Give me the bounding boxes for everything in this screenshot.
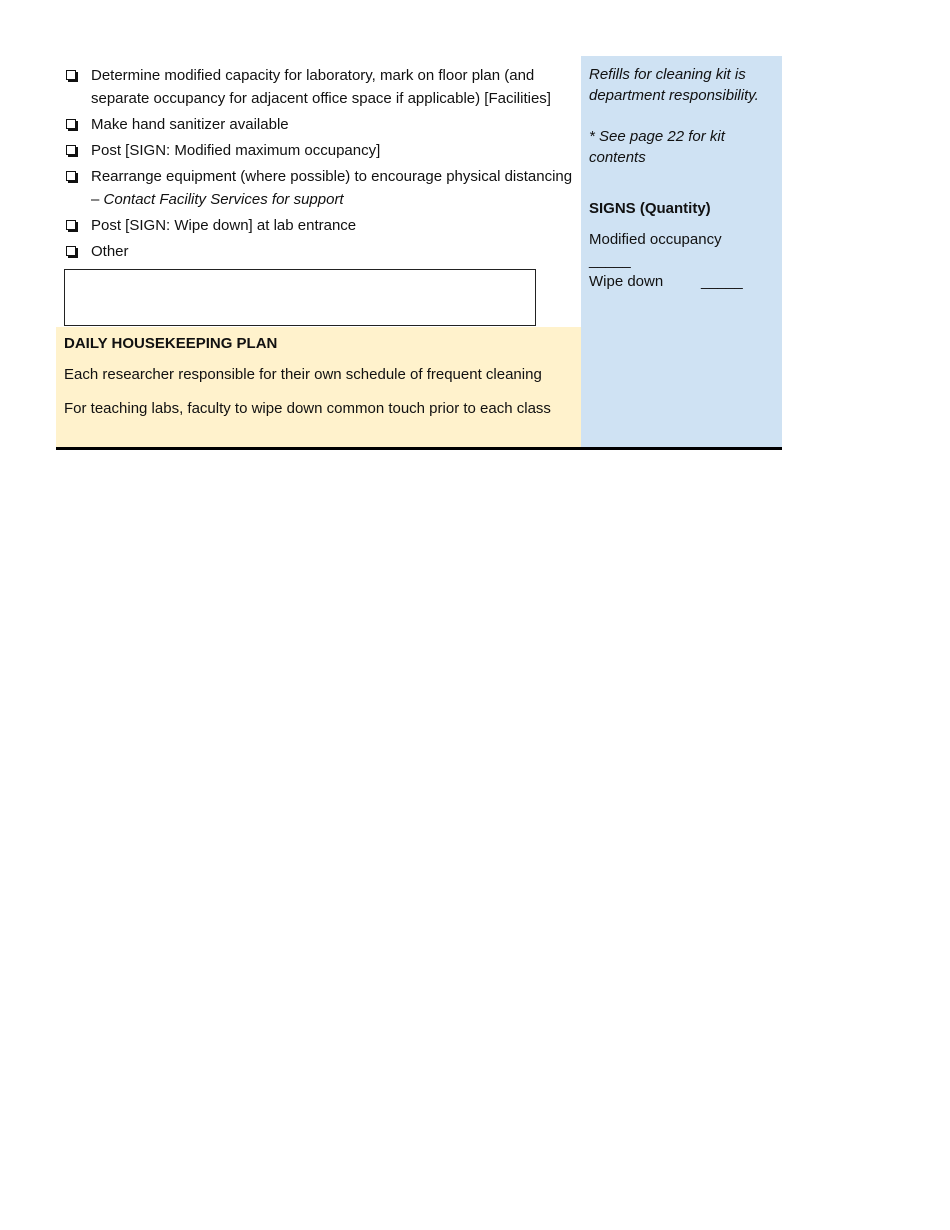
sign-quantity-blank[interactable]: _____ [701, 273, 743, 290]
housekeeping-line: For teaching labs, faculty to wipe down common touch prior to each class [64, 400, 551, 417]
checklist-item[interactable] [64, 64, 574, 110]
other-text-field[interactable] [64, 269, 536, 326]
signs-title: SIGNS (Quantity) [589, 200, 711, 217]
checklist-item-text: Make hand sanitizer available [91, 116, 289, 133]
checklist-item-text: Determine modified capacity for laboratory, mark on floor plan (and separate occupancy for adjacent office space if applicable) [Facilities] [91, 67, 551, 107]
checklist-item-text: Post [SIGN: Modified maximum occupancy] [91, 142, 381, 159]
checklist-item-text: Post [SIGN: Wipe down] at lab entrance [91, 217, 357, 234]
checklist-item-text: Other [91, 243, 129, 260]
housekeeping-plan [56, 327, 581, 447]
checklist-item-note: Contact Facility Services for support [103, 191, 344, 208]
checklist [64, 64, 574, 266]
housekeeping-title: DAILY HOUSEKEEPING PLAN [64, 335, 278, 352]
checkbox-icon[interactable] [66, 70, 76, 80]
sign-quantity-blank[interactable]: _____ [589, 252, 631, 269]
kit-reference-note: * See page 22 for kit contents [589, 128, 725, 166]
checkbox-icon[interactable] [66, 220, 76, 230]
refill-note: Refills for cleaning kit is department responsibility. [589, 66, 759, 104]
checkbox-icon[interactable] [66, 145, 76, 155]
checklist-item[interactable] [64, 214, 574, 237]
section-divider [56, 447, 782, 450]
checklist-item[interactable] [64, 165, 574, 211]
checklist-item[interactable] [64, 139, 574, 162]
sidebar-notes [581, 56, 782, 447]
checkbox-icon[interactable] [66, 119, 76, 129]
sign-label-modified-occupancy: Modified occupancy [589, 231, 722, 248]
housekeeping-line: Each researcher responsible for their own schedule of frequent cleaning [64, 366, 542, 383]
checklist-item-other[interactable] [64, 240, 574, 263]
sign-label-wipe-down: Wipe down [589, 273, 664, 290]
checkbox-icon[interactable] [66, 171, 76, 181]
checklist-item-text: Rearrange equipment (where possible) to encourage physical distancing – [91, 168, 573, 208]
checklist-item[interactable] [64, 113, 574, 136]
checkbox-icon[interactable] [66, 246, 76, 256]
